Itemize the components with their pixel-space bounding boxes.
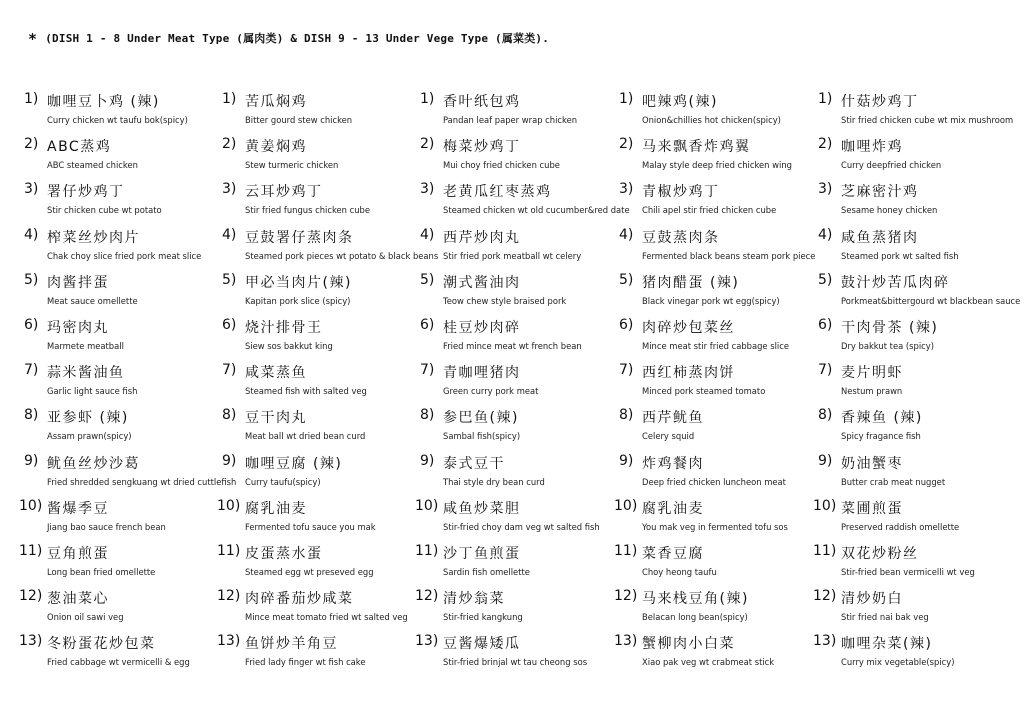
dish-chinese-name: 鼓汁炒苦瓜肉碎 <box>841 274 950 291</box>
dish-chinese-name: 蒜米酱油鱼 <box>47 365 125 382</box>
dish-english-name: Mui choy fried chicken cube <box>443 160 560 171</box>
dish-item <box>818 227 1018 271</box>
dish-number: 2) <box>222 136 237 153</box>
dish-item <box>420 407 620 451</box>
dish-item <box>619 181 819 225</box>
dish-chinese-name: 腐乳油麦 <box>245 500 307 517</box>
dish-number: 10) <box>614 497 638 514</box>
dish-number: 12) <box>415 588 439 605</box>
dish-number: 9) <box>24 452 39 469</box>
dish-item <box>222 362 422 406</box>
dish-number: 1) <box>818 91 833 107</box>
dish-item <box>415 633 620 677</box>
dish-english-name: Preserved raddish omellette <box>841 521 960 532</box>
dish-chinese-name: 什菇炒鸡丁 <box>841 94 919 110</box>
dish-english-name: Stir fried chicken cube wt mix mushroom <box>841 115 1014 125</box>
dish-english-name: Black vinegar pork wt egg(spicy) <box>642 295 780 306</box>
dish-item <box>217 588 422 632</box>
dish-item <box>415 497 620 542</box>
dish-english-name: Fried cabbage wt vermicelli & egg <box>47 657 190 668</box>
dish-number: 7) <box>818 362 833 379</box>
dish-chinese-name: 炸鸡餐肉 <box>642 455 704 472</box>
dish-english-name: Steamed chicken wt old cucumber&red date <box>443 205 630 216</box>
dish-english-name: Long bean fried omellette <box>47 567 156 577</box>
dish-item <box>813 497 1018 542</box>
dish-chinese-name: 甲必当肉片(辣) <box>245 274 352 291</box>
dish-chinese-name: 西红柿蒸肉饼 <box>642 365 735 382</box>
dish-item <box>222 407 422 451</box>
dish-chinese-name: 咖哩豆腐 (辣) <box>245 455 343 472</box>
dish-number: 13) <box>19 633 43 650</box>
dish-number: 12) <box>19 588 43 605</box>
dish-number: 8) <box>818 407 833 424</box>
dish-item <box>222 181 422 225</box>
dish-number: 4) <box>222 226 237 243</box>
dish-number: 2) <box>24 136 39 153</box>
dish-english-name: Stir fried fungus chicken cube <box>245 205 370 216</box>
dish-english-name: Teow chew style braised pork <box>443 295 567 306</box>
dish-english-name: Mince meat tomato fried wt salted veg <box>245 612 408 623</box>
dish-number: 6) <box>619 317 634 333</box>
dish-item <box>420 362 620 406</box>
dish-chinese-name: 肉碎炒包菜丝 <box>642 320 735 336</box>
dish-english-name: Sambal fish(spicy) <box>443 431 521 442</box>
menu-columns <box>0 91 1024 681</box>
dish-english-name: Thai style dry bean curd <box>443 476 545 487</box>
dish-english-name: Stir chicken cube wt potato <box>47 205 162 216</box>
dish-number: 4) <box>24 226 39 243</box>
dish-chinese-name: 酱爆季豆 <box>47 500 109 517</box>
dish-english-name: Meat sauce omellette <box>47 295 138 306</box>
dish-number: 7) <box>24 362 39 379</box>
dish-number: 12) <box>813 588 837 605</box>
dish-number: 1) <box>24 91 39 107</box>
dish-number: 6) <box>818 317 833 333</box>
dish-english-name: ABC steamed chicken <box>47 160 138 171</box>
dish-item <box>222 453 422 497</box>
dish-number: 6) <box>222 317 237 333</box>
dish-number: 5) <box>619 271 634 288</box>
menu-header <box>28 30 549 48</box>
dish-item <box>818 407 1018 451</box>
dish-number: 5) <box>24 271 39 288</box>
dish-english-name: Meat ball wt dried bean curd <box>245 431 366 442</box>
dish-item <box>619 136 819 180</box>
dish-chinese-name: 猪肉醋蛋 (辣) <box>642 274 740 291</box>
dish-english-name: Fermented tofu sauce you mak <box>245 521 376 532</box>
dish-number: 3) <box>818 181 833 198</box>
dish-number: 11) <box>813 543 837 559</box>
dish-english-name: Steamed egg wt preseved egg <box>245 567 374 577</box>
dish-item <box>818 362 1018 406</box>
dish-chinese-name: 桂豆炒肉碎 <box>443 320 521 336</box>
dish-chinese-name: 芝麻密汁鸡 <box>841 184 919 201</box>
dish-item <box>619 453 819 497</box>
dish-chinese-name: 菜圃煎蛋 <box>841 500 903 517</box>
dish-english-name: Bitter gourd stew chicken <box>245 115 353 125</box>
dish-number: 6) <box>420 317 435 333</box>
dish-number: 3) <box>222 181 237 198</box>
dish-item <box>818 271 1021 316</box>
dish-english-name: Steamed pork wt salted fish <box>841 250 959 261</box>
dish-english-name: Siew sos bakkut king <box>245 341 333 351</box>
dish-chinese-name: 马来飘香炸鸡翼 <box>642 139 751 156</box>
dish-english-name: Spicy fragance fish <box>841 431 921 442</box>
dish-english-name: Pandan leaf paper wrap chicken <box>443 115 578 125</box>
dish-chinese-name: 云耳炒鸡丁 <box>245 184 323 201</box>
dish-item <box>619 317 819 361</box>
dish-item <box>222 226 439 271</box>
dish-number: 3) <box>420 181 435 198</box>
dish-item <box>813 543 1018 587</box>
dish-item <box>19 543 224 587</box>
dish-english-name: Curry chicken wt taufu bok(spicy) <box>47 115 188 125</box>
dish-chinese-name: 咸鱼炒菜胆 <box>443 500 521 517</box>
dish-chinese-name: 鱿鱼丝炒沙葛 <box>47 455 140 472</box>
dish-item <box>614 497 819 542</box>
dish-number: 11) <box>614 543 638 559</box>
dish-english-name: Steamed pork pieces wt potato & black beans <box>245 250 439 261</box>
dish-item <box>818 91 1018 135</box>
dish-chinese-name: 潮式酱油肉 <box>443 274 521 291</box>
dish-item <box>24 181 224 225</box>
dish-item <box>619 91 819 135</box>
dish-chinese-name: 西芹鱿鱼 <box>642 410 704 427</box>
dish-english-name: Jiang bao sauce french bean <box>47 521 166 532</box>
dish-number: 10) <box>217 497 241 514</box>
dish-chinese-name: 泰式豆干 <box>443 455 505 472</box>
dish-english-name: Sesame honey chicken <box>841 205 938 216</box>
dish-english-name: Steamed fish with salted veg <box>245 386 367 397</box>
dish-number: 4) <box>420 226 435 243</box>
dish-item <box>222 272 422 316</box>
dish-english-name: Green curry pork meat <box>443 386 539 397</box>
dish-item <box>614 543 819 587</box>
dish-item <box>415 588 620 632</box>
dish-english-name: Onion&chillies hot chicken(spicy) <box>642 115 781 125</box>
dish-english-name: Fried shredded sengkuang wt dried cuttlefish <box>47 476 237 487</box>
dish-chinese-name: 菜香豆腐 <box>642 546 704 562</box>
dish-item <box>420 181 630 225</box>
dish-chinese-name: 老黄瓜红枣蒸鸡 <box>443 184 552 201</box>
dish-english-name: Sardin fish omellette <box>443 567 530 577</box>
dish-item <box>614 588 819 632</box>
dish-chinese-name: 烧汁排骨王 <box>245 320 323 336</box>
dish-item <box>24 452 237 497</box>
dish-english-name: Malay style deep fried chicken wing <box>642 160 792 171</box>
dish-english-name: Mince meat stir fried cabbage slice <box>642 341 790 351</box>
asterisk-marker: * <box>28 30 38 48</box>
dish-number: 7) <box>222 362 237 379</box>
dish-number: 10) <box>19 497 43 514</box>
dish-english-name: Assam prawn(spicy) <box>47 431 132 442</box>
dish-chinese-name: 香辣鱼 (辣) <box>841 410 923 427</box>
dish-item <box>217 497 422 542</box>
dish-chinese-name: 马来栈豆角(辣) <box>642 591 749 608</box>
dish-number: 2) <box>420 136 435 153</box>
dish-chinese-name: 清炒翁菜 <box>443 591 505 608</box>
dish-english-name: Garlic light sauce fish <box>47 386 138 397</box>
dish-number: 12) <box>614 588 638 605</box>
dish-chinese-name: 黄姜焖鸡 <box>245 139 307 156</box>
dish-number: 10) <box>813 497 837 514</box>
dish-item <box>619 407 819 451</box>
dish-item <box>222 91 422 135</box>
dish-item <box>818 317 1018 361</box>
dish-item <box>19 633 224 677</box>
dish-number: 7) <box>420 362 435 379</box>
dish-chinese-name: 榨菜丝炒肉片 <box>47 229 140 246</box>
dish-item <box>24 136 224 180</box>
dish-chinese-name: 麦片明虾 <box>841 365 903 382</box>
dish-chinese-name: 豆鼓蒸肉条 <box>642 229 720 246</box>
dish-item <box>217 633 422 677</box>
dish-number: 5) <box>222 271 237 288</box>
dish-chinese-name: 咖哩炸鸡 <box>841 139 903 156</box>
dish-item <box>24 407 224 451</box>
dish-chinese-name: 肉碎番茄炒咸菜 <box>245 591 354 608</box>
dish-number: 8) <box>222 407 237 424</box>
dish-number: 9) <box>818 452 833 469</box>
dish-number: 4) <box>818 226 833 243</box>
dish-chinese-name: 香叶纸包鸡 <box>443 94 521 110</box>
dish-chinese-name: 蟹柳肉小白菜 <box>642 636 735 653</box>
dish-english-name: Nestum prawn <box>841 386 903 397</box>
dish-chinese-name: 署仔炒鸡丁 <box>47 184 125 201</box>
dish-number: 4) <box>619 226 634 243</box>
dish-english-name: Marmete meatball <box>47 341 124 351</box>
dish-chinese-name: 干肉骨茶 (辣) <box>841 320 939 336</box>
dish-item <box>420 91 620 135</box>
dish-number: 11) <box>415 543 439 559</box>
dish-chinese-name: 咸菜蒸鱼 <box>245 365 307 382</box>
dish-item <box>24 91 224 135</box>
header-text: (DISH 1 - 8 Under Meat Type (属肉类) & DISH 9 - 13 Under Vege Type (属菜类). <box>45 32 550 45</box>
dish-chinese-name: 冬粉蛋花炒包菜 <box>47 636 156 653</box>
dish-english-name: Stew turmeric chicken <box>245 160 339 171</box>
dish-english-name: Stir-fried choy dam veg wt salted fish <box>443 521 600 532</box>
dish-number: 10) <box>415 497 439 514</box>
dish-english-name: Deep fried chicken luncheon meat <box>642 476 786 487</box>
dish-item <box>24 227 224 271</box>
dish-item <box>813 633 1018 677</box>
dish-number: 12) <box>217 588 241 605</box>
dish-number: 5) <box>818 271 833 288</box>
dish-english-name: Fried lady finger wt fish cake <box>245 657 366 668</box>
dish-chinese-name: 亚参虾 (辣) <box>47 410 129 427</box>
dish-number: 3) <box>619 181 634 198</box>
dish-item <box>217 543 422 587</box>
dish-chinese-name: 豆鼓署仔蒸肉条 <box>245 229 354 246</box>
dish-number: 9) <box>222 452 237 469</box>
dish-english-name: Butter crab meat nugget <box>841 476 946 487</box>
dish-english-name: Curry mix vegetable(spicy) <box>841 657 955 668</box>
dish-english-name: Curry deepfried chicken <box>841 160 942 171</box>
dish-english-name: Onion oil sawi veg <box>47 612 124 623</box>
dish-chinese-name: 梅菜炒鸡丁 <box>443 139 521 156</box>
dish-chinese-name: 肉酱拌蛋 <box>47 274 109 291</box>
dish-chinese-name: 吧辣鸡(辣) <box>642 94 718 110</box>
dish-english-name: Stir fried nai bak veg <box>841 612 929 623</box>
dish-chinese-name: 皮蛋蒸水蛋 <box>245 546 323 562</box>
dish-english-name: Kapitan pork slice (spicy) <box>245 295 351 306</box>
dish-number: 7) <box>619 362 634 379</box>
dish-item <box>24 272 224 316</box>
dish-item <box>420 227 620 271</box>
dish-number: 1) <box>619 91 634 107</box>
dish-number: 8) <box>24 407 39 424</box>
dish-number: 2) <box>619 136 634 153</box>
dish-number: 5) <box>420 271 435 288</box>
dish-english-name: Stir-fried kangkung <box>443 612 523 623</box>
dish-chinese-name: 豆角煎蛋 <box>47 546 109 562</box>
dish-english-name: Fermented black beans steam pork piece <box>642 250 816 261</box>
dish-english-name: Chak choy slice fried pork meat slice <box>47 250 202 261</box>
dish-number: 1) <box>420 91 435 107</box>
dish-chinese-name: 沙丁鱼煎蛋 <box>443 546 521 562</box>
dish-item <box>619 272 819 316</box>
dish-number: 11) <box>217 543 241 559</box>
dish-chinese-name: ABC蒸鸡 <box>47 139 112 156</box>
dish-english-name: Stir fried pork meatball wt celery <box>443 250 582 261</box>
dish-number: 6) <box>24 317 39 333</box>
dish-chinese-name: 腐乳油麦 <box>642 500 704 517</box>
dish-item <box>420 317 620 361</box>
dish-item <box>619 227 819 271</box>
dish-english-name: Celery squid <box>642 431 695 442</box>
dish-english-name: You mak veg in fermented tofu sos <box>642 521 788 532</box>
dish-item <box>24 317 224 361</box>
dish-chinese-name: 参巴鱼(辣) <box>443 410 519 427</box>
dish-number: 2) <box>818 136 833 153</box>
dish-number: 8) <box>420 407 435 424</box>
dish-english-name: Minced pork steamed tomato <box>642 386 766 397</box>
dish-chinese-name: 双花炒粉丝 <box>841 546 919 562</box>
dish-number: 9) <box>420 452 435 469</box>
dish-number: 13) <box>217 633 241 650</box>
dish-item <box>420 272 620 316</box>
dish-english-name: Chili apel stir fried chicken cube <box>642 205 777 216</box>
dish-item <box>813 588 1018 632</box>
dish-chinese-name: 鱼饼炒羊角豆 <box>245 636 338 653</box>
dish-chinese-name: 豆干肉丸 <box>245 410 307 427</box>
dish-item <box>24 362 224 406</box>
dish-item <box>222 136 422 180</box>
dish-item <box>19 588 224 632</box>
dish-chinese-name: 咸鱼蒸猪肉 <box>841 229 919 246</box>
dish-number: 13) <box>415 633 439 650</box>
dish-item <box>415 543 620 587</box>
dish-item <box>222 317 422 361</box>
dish-chinese-name: 青咖哩猪肉 <box>443 365 521 382</box>
dish-item <box>19 497 224 542</box>
dish-item <box>818 181 1018 225</box>
dish-english-name: Belacan long bean(spicy) <box>642 612 748 623</box>
dish-english-name: Stir-fried brinjal wt tau cheong sos <box>443 657 588 668</box>
dish-item <box>420 453 620 497</box>
dish-chinese-name: 苦瓜焖鸡 <box>245 94 307 110</box>
dish-chinese-name: 豆酱爆矮瓜 <box>443 636 521 653</box>
dish-number: 11) <box>19 543 43 559</box>
dish-english-name: Porkmeat&bittergourd wt blackbean sauce <box>841 295 1021 306</box>
dish-chinese-name: 西芹炒肉丸 <box>443 229 521 246</box>
dish-english-name: Fried mince meat wt french bean <box>443 341 582 351</box>
dish-chinese-name: 葱油菜心 <box>47 591 109 608</box>
dish-chinese-name: 青椒炒鸡丁 <box>642 184 720 201</box>
dish-number: 9) <box>619 452 634 469</box>
dish-chinese-name: 咖哩豆卜鸡 (辣) <box>47 94 160 110</box>
dish-number: 1) <box>222 91 237 107</box>
dish-number: 3) <box>24 181 39 198</box>
dish-english-name: Dry bakkut tea (spicy) <box>841 341 934 351</box>
dish-item <box>818 136 1018 180</box>
dish-chinese-name: 咖哩杂菜(辣) <box>841 636 933 653</box>
dish-chinese-name: 清炒奶白 <box>841 591 903 608</box>
dish-number: 8) <box>619 407 634 424</box>
dish-item <box>420 136 620 180</box>
dish-number: 13) <box>614 633 638 650</box>
dish-item <box>614 633 819 677</box>
dish-english-name: Choy heong taufu <box>642 567 717 577</box>
dish-english-name: Curry taufu(spicy) <box>245 476 321 487</box>
dish-number: 13) <box>813 633 837 650</box>
dish-chinese-name: 玛密肉丸 <box>47 320 109 336</box>
dish-english-name: Stir-fried bean vermicelli wt veg <box>841 567 975 577</box>
dish-english-name: Xiao pak veg wt crabmeat stick <box>642 657 775 668</box>
dish-item <box>619 362 819 406</box>
dish-item <box>818 453 1018 497</box>
dish-chinese-name: 奶油蟹枣 <box>841 455 903 472</box>
